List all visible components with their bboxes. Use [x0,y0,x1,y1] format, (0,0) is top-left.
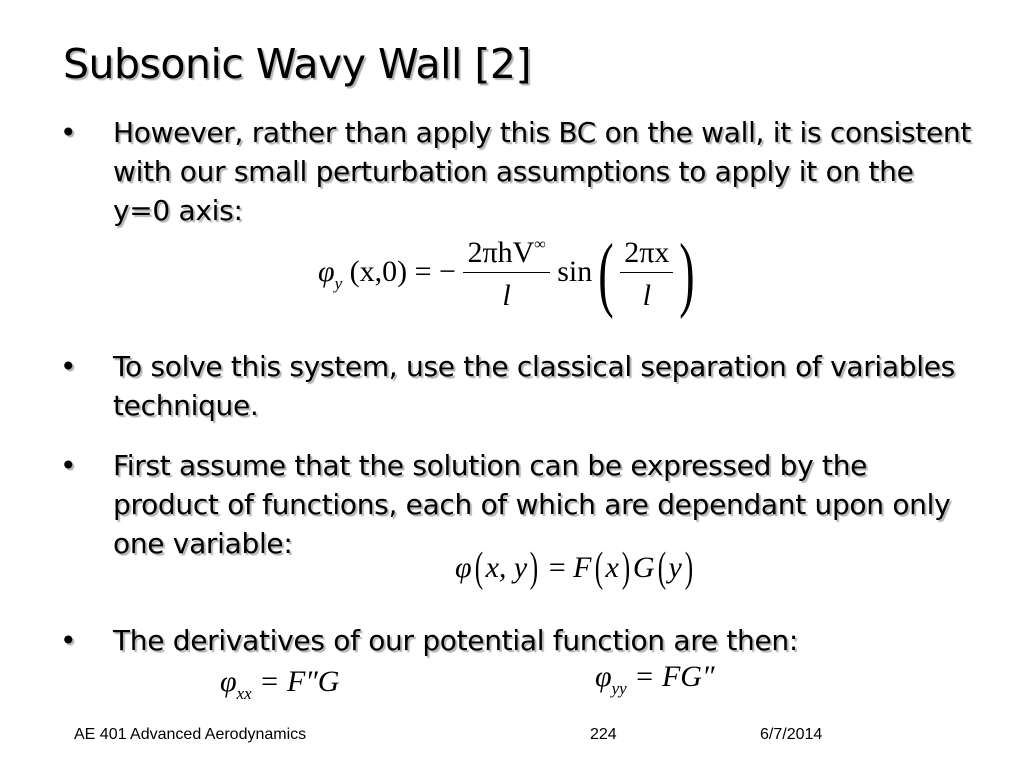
bullet-text: The derivatives of our potential function are then: [113,624,798,657]
subscript: yy [611,679,627,698]
footer-course: AE 401 Advanced Aerodynamics [74,726,307,743]
bullet-item [60,113,973,230]
subscript-infinity: ∞ [534,235,546,253]
bullet-marker: • [60,350,77,383]
fraction-argument [620,236,673,313]
bullet-marker: • [60,116,77,149]
phi-symbol: φ [595,660,612,693]
bullet-text: First assume that the solution can be expressed by the product of functions, each of which are dependant upon only one variable: [113,449,951,560]
bullet-item [60,621,973,660]
numerator: 2πhV [467,235,535,269]
bullet-item [60,446,973,563]
slide-title: Subsonic Wavy Wall [2] [63,40,531,88]
function-g-arg: y [668,551,682,584]
function-g: G [632,551,655,584]
bullet-text: To solve this system, use the classical separation of variables technique. [113,350,955,422]
equals-sign: = [548,551,566,584]
subscript: y [334,273,343,293]
phi-symbol: φ [220,665,237,698]
function-args: (x,0) [349,254,408,288]
function-f: F [573,551,592,584]
fraction-amplitude [463,236,549,313]
equals-sign: = − [414,254,456,288]
footer-page-number: 224 [590,726,617,743]
bullet-marker: • [60,624,77,657]
equation-rhs: = F″G [259,665,340,698]
bullet-text: However, rather than apply this BC on the wall, it is consistent with our small perturbation assumptions to apply it on the y=0 axis: [113,116,972,227]
function-args: x, y [485,551,528,584]
denominator: l [642,278,651,312]
numerator: 2πx [620,236,673,273]
equation-phi-xx [220,665,340,703]
equation-separation: φ(x, y) = F(x)G(y) [455,545,694,591]
footer-date: 6/7/2014 [760,726,823,743]
denominator: l [502,278,511,312]
phi-symbol: φ [455,551,472,584]
sin-function: sin [557,254,593,288]
function-f-arg: x [605,551,619,584]
equation-phi-yy [595,660,715,698]
bullet-item [60,347,973,425]
equation-boundary-condition: $\varphi_y$ (x,0) = − $\frac{2\pi hV^\infty}{l}$ sin( $\frac{2\pi x}{l}$ ) [318,227,696,320]
bullet-marker: • [60,449,77,482]
phi-symbol: φ [318,254,335,288]
equation-rhs: = FG″ [634,660,715,693]
subscript: xx [236,684,252,703]
